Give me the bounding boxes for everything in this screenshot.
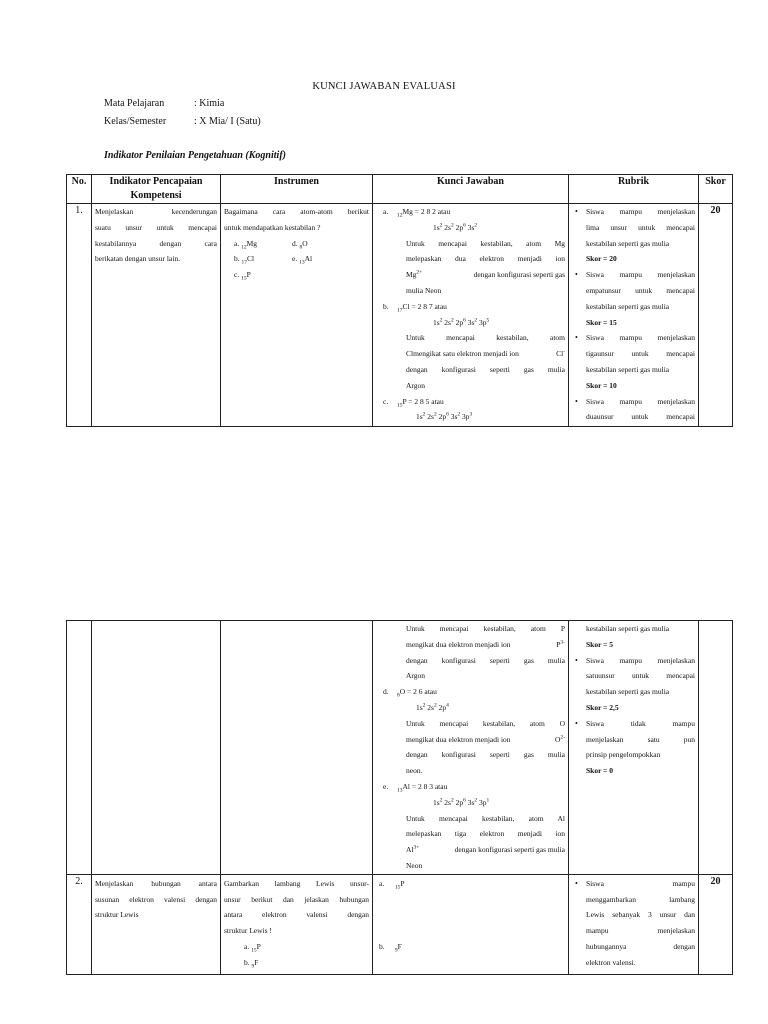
electron-config: $1s^2$ $2s^2$ $2p^6$ $3s^2$ $3p^5$ — [433, 317, 490, 327]
indikator-cell — [92, 204, 221, 427]
meta-class-value: : X Mia/ I (Satu) — [194, 116, 261, 127]
meta-subject — [104, 98, 224, 109]
formula: Mg = 2 8 2 atau — [402, 207, 451, 216]
rubrik-line: empatunsur untuk mencapai — [586, 285, 695, 295]
indikator-line: suatu unsur untuk mencapai — [95, 222, 217, 232]
element-symbol: Al — [304, 254, 313, 264]
option-label: d. — [383, 687, 389, 697]
option-label: a. — [234, 238, 240, 248]
list-item — [586, 653, 695, 716]
table-row — [67, 874, 733, 974]
rubrik-skor: Skor = 5 — [586, 639, 614, 649]
kunci-line: Clmengikat satu elektron menjadi ion Cl- — [406, 348, 565, 359]
indikator-line: susunan elektron valensi dengan — [95, 894, 217, 904]
header-skor: Skor — [699, 175, 733, 204]
kunci-line: melepaskan tiga elektron menjadi ion — [406, 829, 565, 839]
kunci-line: mengikat dua elektron menjadi ion $O^{2-}$ — [406, 734, 565, 744]
rubrik-skor: Skor = 20 — [586, 254, 617, 264]
rubrik-line: hubungannya dengan — [586, 941, 695, 951]
kunci-line: Untuk mencapai kestabilan, atom O — [406, 718, 565, 728]
instrumen-line: Gambarkan lambang Lewis unsur- — [224, 878, 369, 888]
meta-class — [104, 116, 261, 127]
rubrik-cell — [569, 621, 699, 875]
rubrik-line: • Siswa mampu menjelaskan — [586, 207, 695, 216]
atomic-number: 17 — [397, 307, 403, 314]
indikator-line: berikatan dengan unsur lain. — [95, 254, 180, 264]
row-number: 1. — [67, 204, 92, 427]
indikator-line: kestabilannya dengan cara — [95, 238, 217, 248]
kunci-e-formula — [383, 779, 565, 795]
kunci-d-formula — [383, 684, 565, 700]
row-score: 20 — [699, 204, 733, 427]
rubrik-line: satuunsur untuk mencapai — [586, 671, 695, 681]
options-row — [224, 267, 369, 283]
element-symbol: Cl — [247, 254, 255, 264]
atomic-number: 12 — [397, 212, 403, 219]
rubrik-line: • Siswa mampu menjelaskan — [586, 333, 695, 343]
electron-config: $1s^2$ $2s^2$ $2p^6$ $3s^2$ — [433, 222, 478, 232]
rubrik-line: kestabilan seperti gas mulia — [586, 364, 670, 374]
kunci-line: dengan konfigurasi seperti gas mulia — [406, 364, 565, 374]
kunci-line: Neon — [406, 860, 423, 870]
kunci-line: $Al^{3+}$ dengan konfigurasi seperti gas mulia — [406, 844, 565, 855]
instrumen-cell — [221, 204, 373, 427]
meta-subject-value: : Kimia — [194, 98, 225, 109]
header-rubrik: Rubrik — [569, 175, 699, 204]
list-item — [586, 716, 695, 779]
instrumen-line: Bagaimana cara atom-atom berikut — [224, 207, 369, 216]
rubrik-skor: Skor = 15 — [586, 317, 617, 327]
options-row — [224, 251, 369, 267]
kunci-line: Argon — [406, 380, 426, 390]
rubrik-skor: Skor = 2,5 — [586, 702, 619, 712]
kunci-a-formula — [383, 204, 565, 220]
atomic-number: 13 — [299, 259, 305, 266]
atomic-number: 15 — [397, 402, 403, 409]
kunci-line: Untuk mencapai kestabilan, atom P — [406, 624, 565, 633]
formula: Al = 2 8 3 atau — [402, 781, 448, 791]
kunci-line: neon. — [406, 766, 423, 776]
options-row — [224, 236, 369, 252]
electron-config: $1s^2$ $2s^2$ $2p^6$ $3s^2$ $3p^3$ — [416, 411, 473, 422]
option-label: c. — [383, 396, 389, 406]
instrumen-line: antara elektron valensi dengan — [224, 910, 369, 920]
table-header-row — [67, 175, 733, 204]
table-row — [67, 621, 733, 875]
evaluation-table-page2 — [66, 620, 733, 975]
element-symbol: O — [302, 238, 308, 248]
rubrik-line: • Siswa mampu menjelaskan — [586, 270, 695, 280]
instrumen-line: untuk mendapatkan kestabilan ? — [224, 222, 321, 232]
rubrik-line: prinsip pengelompokkan — [586, 750, 661, 760]
rubrik-line: menjelaskan satu pun — [586, 734, 695, 744]
kunci-cell — [373, 874, 569, 974]
element-symbol: P — [246, 270, 251, 280]
lewis-answer-a: a. $_{15}$P — [379, 878, 405, 891]
rubrik-line: menggambarkan lambang — [586, 894, 695, 904]
option-label: b. — [234, 254, 240, 264]
list-item — [586, 330, 695, 393]
instrumen-line: struktur Lewis ! — [224, 926, 272, 936]
kunci-line: mulia Neon — [406, 285, 442, 295]
indikator-line: struktur Lewis — [95, 910, 139, 920]
rubrik-line: elektron valensi. — [586, 957, 636, 967]
kunci-line: Untuk mencapai kestabilan, atom Mg — [406, 238, 565, 248]
formula: O = 2 6 atau — [399, 687, 437, 697]
rubrik-skor: Skor = 10 — [586, 380, 617, 390]
row-score: 20 — [699, 874, 733, 974]
atomic-number: 8 — [299, 244, 303, 251]
rubrik-line: kestabilan seperti gas mulia — [586, 624, 670, 633]
indikator-line: Menjelaskan kecenderungan — [95, 207, 217, 216]
option-label: d. — [292, 238, 298, 248]
kunci-line: melepaskan dua elektron menjadi ion — [406, 254, 565, 264]
list-item — [586, 394, 695, 426]
kunci-b-formula — [383, 299, 565, 315]
option-label: c. — [234, 270, 240, 280]
instrumen-cell — [221, 874, 373, 974]
formula: P = 2 8 5 atau — [402, 396, 444, 406]
rubrik-cell — [569, 204, 699, 427]
header-indikator: Indikator Pencapaian Kompetensi — [92, 175, 221, 204]
rubrik-line: • Siswa mampu menjelaskan — [586, 396, 695, 406]
rubrik-cell — [569, 874, 699, 974]
header-kunci: Kunci Jawaban — [373, 175, 569, 204]
list-item — [586, 876, 695, 971]
table-row — [67, 204, 733, 427]
indikator-heading: Indikator Penilaian Pengetahuan (Kognitif) — [104, 150, 286, 161]
page-title: KUNCI JAWABAN EVALUASI — [312, 81, 456, 92]
option-item: b. $_9$F — [244, 957, 259, 970]
rubrik-line: • Siswa tidak mampu — [586, 718, 695, 728]
rubrik-line: • Siswa mampu menjelaskan — [586, 655, 695, 665]
kunci-line: Untuk mencapai kestabilan, atom Al — [406, 813, 565, 823]
kunci-c-formula — [383, 394, 565, 410]
electron-config: $1s^2$ $2s^2$ $2p^4$ — [416, 702, 449, 712]
list-item — [586, 267, 695, 330]
element-symbol: Mg — [246, 238, 258, 248]
rubrik-skor: Skor = 0 — [586, 766, 614, 776]
rubrik-line: kestabilan seperti gas mulia — [586, 687, 670, 697]
lewis-answer-b: b. $_9$F — [379, 941, 402, 954]
formula: Cl = 2 8 7 atau — [402, 301, 447, 311]
kunci-line: Argon — [406, 671, 426, 681]
kunci-line: mengikat dua elektron menjadi ion $P^{3-}$ — [406, 639, 565, 649]
atomic-number: 13 — [397, 787, 403, 794]
option-label: e. — [292, 254, 298, 264]
kunci-cell — [373, 621, 569, 875]
instrumen-line: unsur berikut dan jelaskan hubungan — [224, 894, 369, 904]
option-item: a. $_{15}$P — [244, 941, 261, 954]
list-item — [586, 204, 695, 267]
kunci-line: $Mg^{2+}$ dengan konfigurasi seperti gas — [406, 269, 565, 280]
evaluation-table-page1 — [66, 174, 733, 427]
row-number: 2. — [67, 874, 92, 974]
rubrik-line: kestabilan seperti gas mulia — [586, 238, 670, 248]
kunci-line: Untuk mencapai kestabilan, atom — [406, 333, 565, 343]
rubrik-line: • Siswa mampu — [586, 878, 695, 888]
rubrik-line: tigaunsur untuk mencapai — [586, 349, 695, 359]
header-no: No. — [67, 175, 92, 204]
option-label: b. — [383, 301, 389, 311]
atomic-number: 8 — [397, 692, 400, 699]
option-label: e. — [383, 781, 389, 791]
rubrik-line: mampu menjelaskan — [586, 926, 695, 936]
electron-config: $1s^2$ $2s^2$ $2p^6$ $3s^2$ $3p^1$ — [433, 797, 490, 807]
indikator-cell — [92, 874, 221, 974]
indikator-line: Menjelaskan hubungan antara — [95, 878, 217, 888]
meta-class-key: Kelas/Semester — [104, 116, 167, 127]
rubrik-line: duaunsur untuk mencapai — [586, 412, 695, 422]
option-label: a. — [383, 207, 389, 216]
rubrik-line: kestabilan seperti gas mulia — [586, 301, 670, 311]
rubrik-line: Lewis sebanyak 3 unsur dan — [586, 910, 695, 920]
atomic-number: 15 — [241, 275, 247, 282]
kunci-line: dengan konfigurasi seperti gas mulia — [406, 655, 565, 665]
kunci-cell — [373, 204, 569, 427]
header-instrumen: Instrumen — [221, 175, 373, 204]
atomic-number: 12 — [241, 244, 247, 251]
atomic-number: 17 — [241, 259, 247, 266]
kunci-line: dengan konfigurasi seperti gas mulia — [406, 750, 565, 760]
rubrik-line: lima unsur untuk mencapai — [586, 222, 695, 232]
meta-subject-key: Mata Pelajaran — [104, 98, 165, 109]
